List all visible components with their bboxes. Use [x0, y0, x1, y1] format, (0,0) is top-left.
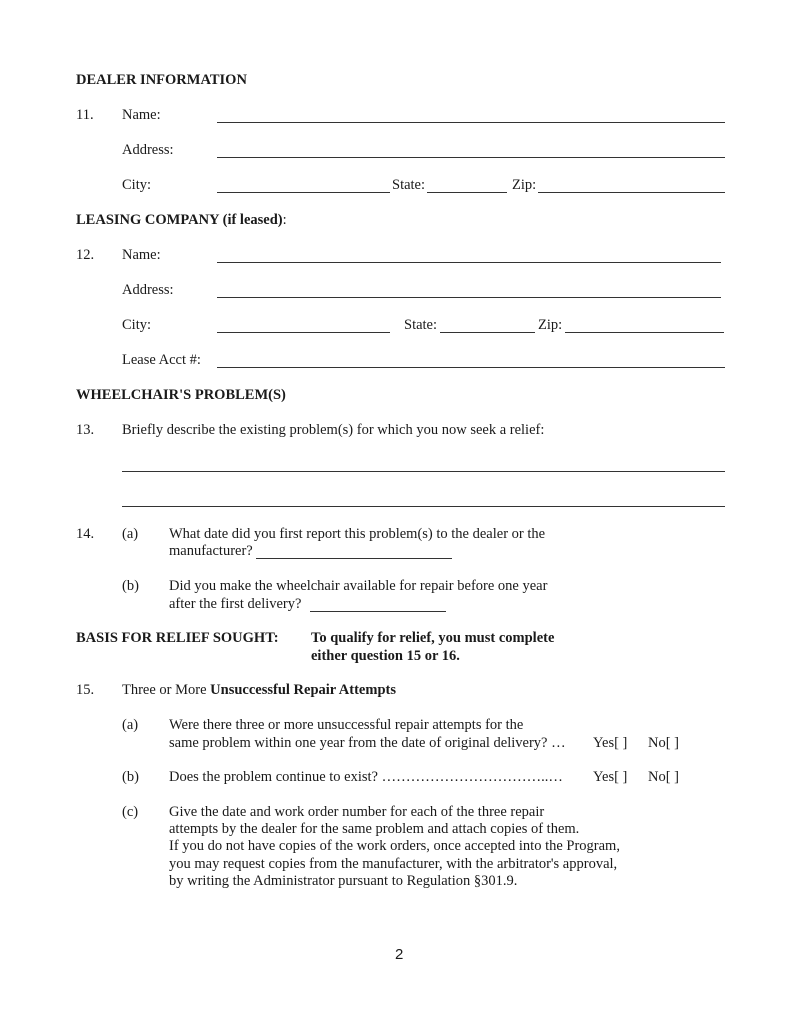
leasing-company-heading-text: LEASING COMPANY (if leased) — [76, 212, 283, 228]
leasing-address-label: Address: — [122, 282, 174, 298]
lease-acct-label: Lease Acct #: — [122, 352, 201, 368]
question-15c-text-line-2: attempts by the dealer for the same problem and attach copies of them. — [169, 821, 580, 837]
question-15a-yes-checkbox[interactable]: Yes[ ] — [593, 735, 628, 751]
question-15c-text-line-5: by writing the Administrator pursuant to Regulation §301.9. — [169, 873, 518, 889]
leasing-name-field[interactable] — [217, 262, 721, 263]
question-15-title — [122, 682, 396, 699]
basis-for-relief-heading: BASIS FOR RELIEF SOUGHT: — [76, 630, 279, 646]
basis-note-line-2: either question 15 or 16. — [311, 648, 460, 664]
dealer-city-field[interactable] — [217, 192, 390, 193]
question-15a-text-line-2: same problem within one year from the date of original delivery? … — [169, 735, 566, 751]
wheelchair-problems-heading: WHEELCHAIR'S PROBLEM(S) — [76, 387, 286, 403]
question-15b-no-checkbox[interactable]: No[ ] — [648, 769, 680, 785]
page-number: 2 — [395, 946, 404, 963]
question-11-number: 11. — [76, 107, 94, 123]
question-15-number: 15. — [76, 682, 95, 698]
dealer-zip-field[interactable] — [538, 192, 725, 193]
leasing-city-field[interactable] — [217, 332, 390, 333]
question-13-number: 13. — [76, 422, 95, 438]
question-15c-text-line-1: Give the date and work order number for each of the three repair — [169, 804, 545, 820]
problem-description-line-2[interactable] — [122, 506, 725, 507]
question-14b-label: (b) — [122, 578, 139, 594]
question-15c-text-line-4: you may request copies from the manufacturer, with the arbitrator's approval, — [169, 856, 618, 872]
dealer-state-field[interactable] — [427, 192, 507, 193]
lease-acct-field[interactable] — [217, 367, 725, 368]
question-15b-yes-checkbox[interactable]: Yes[ ] — [593, 769, 628, 785]
first-report-date-field[interactable] — [256, 558, 452, 559]
question-14a-text-line-2: manufacturer? — [169, 543, 253, 559]
dealer-state-label: State: — [392, 177, 426, 193]
question-15a-label: (a) — [122, 717, 139, 733]
question-15a-text-line-1: Were there three or more unsuccessful repair attempts for the — [169, 717, 524, 733]
question-14-number: 14. — [76, 526, 95, 542]
question-14a-label: (a) — [122, 526, 139, 542]
question-15b-label: (b) — [122, 769, 139, 785]
leasing-company-heading — [76, 212, 287, 229]
question-14a-text-line-1: What date did you first report this problem(s) to the dealer or the — [169, 526, 546, 542]
basis-note-line-1: To qualify for relief, you must complete — [311, 630, 555, 646]
leasing-state-label: State: — [404, 317, 438, 333]
problem-description-line-1[interactable] — [122, 471, 725, 472]
question-15-title-plain: Three or More — [122, 682, 211, 698]
dealer-city-label: City: — [122, 177, 152, 193]
question-14b-text-line-2: after the first delivery? — [169, 596, 302, 612]
question-15c-text-line-3: If you do not have copies of the work orders, once accepted into the Program, — [169, 838, 620, 854]
question-13-text: Briefly describe the existing problem(s) for which you now seek a relief: — [122, 422, 545, 438]
dealer-address-label: Address: — [122, 142, 174, 158]
leasing-zip-label: Zip: — [538, 317, 563, 333]
leasing-zip-field[interactable] — [565, 332, 724, 333]
leasing-address-field[interactable] — [217, 297, 721, 298]
available-for-repair-field[interactable] — [310, 611, 446, 612]
leasing-city-label: City: — [122, 317, 152, 333]
question-12-number: 12. — [76, 247, 95, 263]
question-15-title-bold: Unsuccessful Repair Attempts — [210, 682, 396, 698]
dealer-name-label: Name: — [122, 107, 161, 123]
dealer-information-heading: DEALER INFORMATION — [76, 72, 247, 88]
dealer-zip-label: Zip: — [512, 177, 537, 193]
dealer-address-field[interactable] — [217, 157, 725, 158]
leasing-state-field[interactable] — [440, 332, 535, 333]
question-15a-no-checkbox[interactable]: No[ ] — [648, 735, 680, 751]
question-15b-text: Does the problem continue to exist? ……………………………..… — [169, 769, 563, 785]
dealer-name-field[interactable] — [217, 122, 725, 123]
leasing-company-heading-colon: : — [282, 212, 287, 228]
question-14b-text-line-1: Did you make the wheelchair available for repair before one year — [169, 578, 548, 594]
leasing-name-label: Name: — [122, 247, 161, 263]
question-15c-label: (c) — [122, 804, 139, 820]
